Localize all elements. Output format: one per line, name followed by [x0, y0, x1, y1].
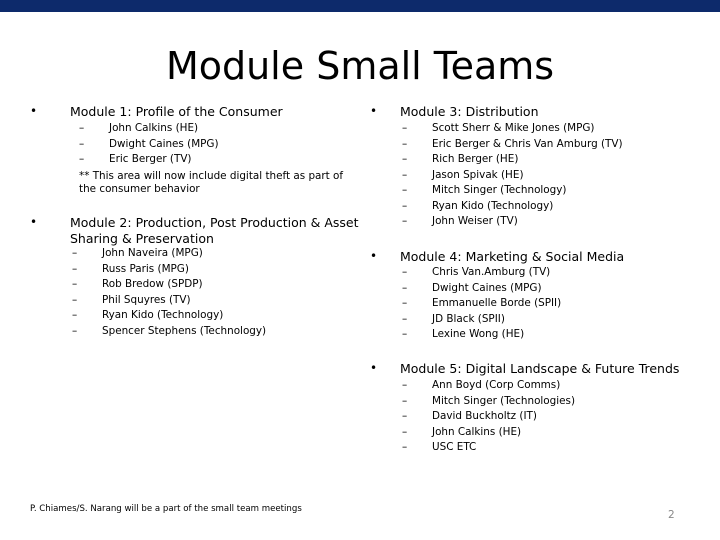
- module-4-members: [402, 265, 561, 343]
- list-item: – John Calkins (HE): [79, 122, 199, 134]
- list-item: – Ryan Kido (Technology): [72, 309, 224, 321]
- list-item: – Jason Spivak (HE): [402, 168, 524, 181]
- module-2-members: [72, 246, 266, 339]
- bullet-icon: •: [370, 249, 378, 263]
- top-accent-bar: [0, 0, 720, 12]
- list-item: – John Naveira (MPG): [72, 247, 203, 259]
- slide-title: Module Small Teams: [165, 44, 555, 88]
- module-5-title: Module 5: Digital Landscape & Future Trends: [400, 361, 680, 376]
- list-item: – Russ Paris (MPG): [72, 262, 189, 275]
- bullet-icon: •: [370, 361, 378, 375]
- list-item: – Ryan Kido (Technology): [402, 199, 554, 212]
- list-item: – Eric Berger (TV): [79, 153, 192, 165]
- module-1-members: [79, 121, 219, 168]
- list-item: – Rich Berger (HE): [402, 153, 519, 165]
- footer-note: P. Chiames/S. Narang will be a part of the small team meetings: [30, 504, 302, 514]
- list-item: – Emmanuelle Borde (SPII): [402, 297, 562, 309]
- list-item: – John Calkins (HE): [402, 425, 522, 438]
- bullet-icon: •: [30, 215, 38, 229]
- list-item: – Lexine Wong (HE): [402, 328, 525, 340]
- module-1-note: ** This area will now include digital theft as part of the consumer behavior: [79, 170, 344, 195]
- list-item: – JD Black (SPII): [402, 312, 505, 325]
- module-3-members: [402, 121, 623, 230]
- list-item: – Chris Van.Amburg (TV): [402, 266, 551, 278]
- page-number: 2: [668, 509, 675, 521]
- module-2-title: Module 2: Production, Post Production & Asset Sharing & Preservation: [70, 215, 359, 246]
- list-item: – Spencer Stephens (Technology): [72, 324, 267, 337]
- list-item: – Mitch Singer (Technologies): [402, 394, 576, 407]
- list-item: – Eric Berger & Chris Van Amburg (TV): [402, 137, 623, 150]
- list-item: – Scott Sherr & Mike Jones (MPG): [402, 122, 595, 134]
- list-item: – Dwight Caines (MPG): [79, 137, 219, 150]
- bullet-icon: •: [370, 104, 378, 118]
- list-item: – Ann Boyd (Corp Comms): [402, 379, 561, 391]
- list-item: – Rob Bredow (SPDP): [72, 278, 203, 290]
- module-1-title: Module 1: Profile of the Consumer: [70, 104, 283, 119]
- module-4-title: Module 4: Marketing & Social Media: [400, 249, 625, 264]
- module-3-title: Module 3: Distribution: [400, 104, 539, 119]
- module-5-members: [402, 378, 575, 456]
- bullet-icon: •: [30, 104, 38, 118]
- list-item: – Mitch Singer (Technology): [402, 184, 567, 196]
- list-item: – USC ETC: [402, 441, 477, 453]
- list-item: – Phil Squyres (TV): [72, 293, 191, 306]
- list-item: – Dwight Caines (MPG): [402, 281, 542, 294]
- list-item: – David Buckholtz (IT): [402, 410, 537, 422]
- list-item: – John Weiser (TV): [402, 215, 518, 227]
